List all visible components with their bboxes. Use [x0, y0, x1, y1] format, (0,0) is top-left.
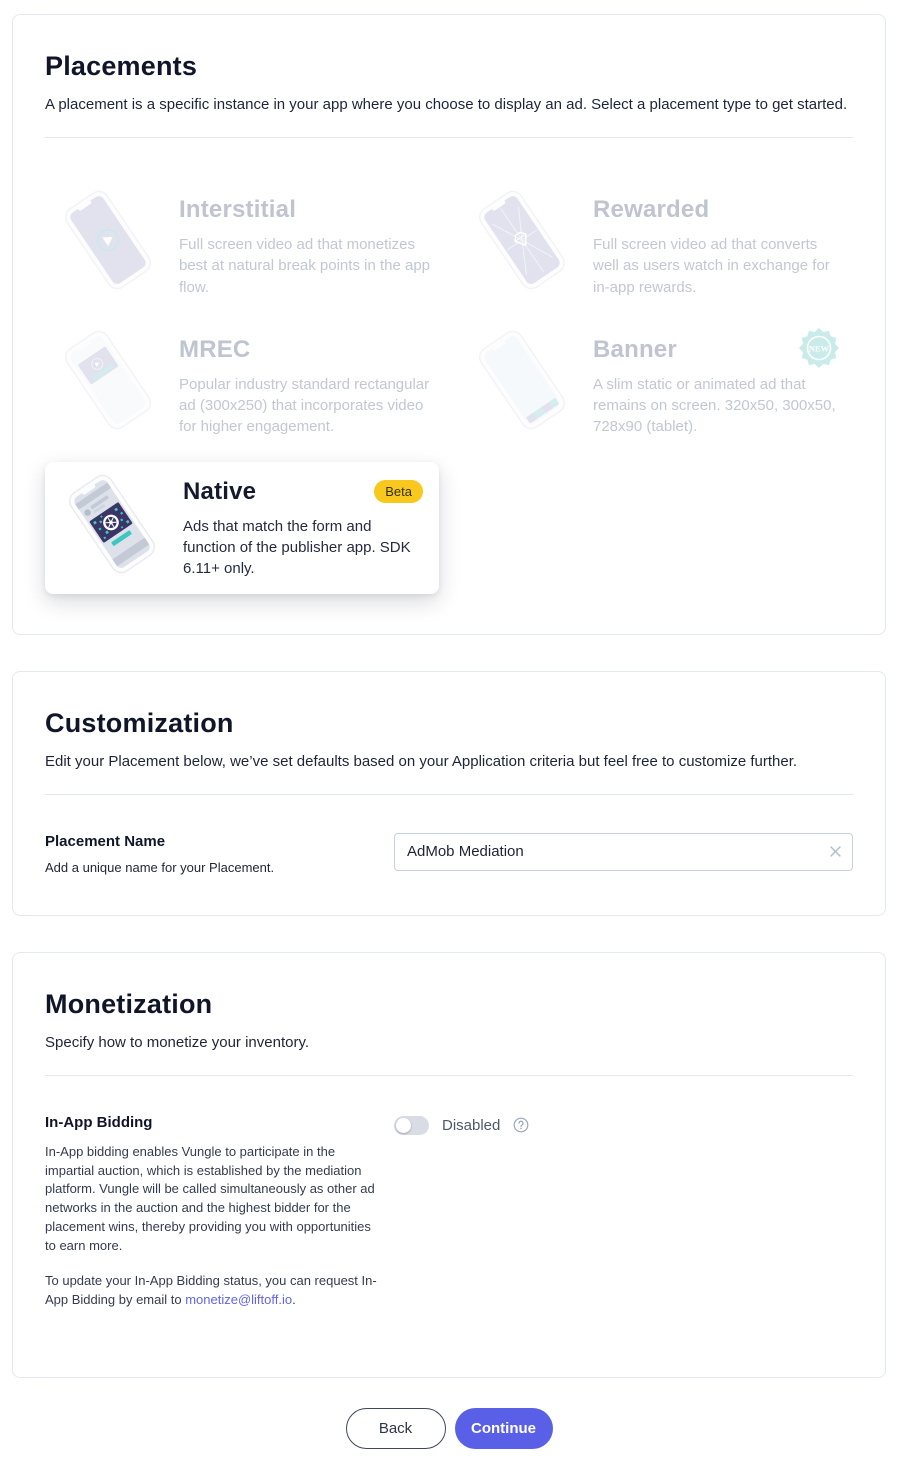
grid-spacer: [459, 462, 853, 594]
in-app-bidding-description: In-App bidding enables Vungle to participate in the impartial auction, which is established by the mediation platform. Vungle will be called simultaneously as other ad networks in the auction and the highest bidder for the placement wins, thereby providing you with opportunities to earn more.: [45, 1143, 375, 1253]
placement-name-label: Placement Name: [45, 832, 166, 850]
customization-card: [12, 671, 886, 916]
contact-text-suffix: .: [292, 1291, 296, 1307]
monetize-email-link[interactable]: monetize@liftoff.io: [185, 1291, 293, 1307]
customization-subtitle: Edit your Placement below, we’ve set defaults based on your Application criteria but feel free to customize further.: [45, 752, 798, 770]
new-badge-icon: [799, 328, 839, 373]
native-description: Ads that match the form and function of the publisher app. SDK 6.11+ only.: [183, 517, 411, 578]
section-divider: [45, 794, 853, 795]
native-title-row: [183, 472, 423, 516]
interstitial-phone-icon: [49, 188, 167, 292]
in-app-bidding-contact: [45, 1272, 380, 1310]
native-title: Native: [183, 477, 257, 505]
interstitial-text: [179, 188, 431, 298]
in-app-bidding-toggle[interactable]: [394, 1116, 429, 1135]
customization-title: Customization: [45, 707, 234, 738]
interstitial-description: Full screen video ad that monetizes best at natural break points in the app flow.: [179, 236, 431, 296]
mrec-description: Popular industry standard rectangular ad (300x250) that incorporates video for higher engagement.: [179, 375, 430, 436]
in-app-bidding-row: [45, 1114, 853, 1338]
monetization-subtitle: Specify how to monetize your inventory.: [45, 1033, 310, 1051]
banner-phone-icon: [463, 328, 581, 432]
placements-title: Placements: [45, 51, 198, 81]
mrec-phone-icon: [49, 328, 167, 432]
placement-name-input-wrap: [394, 833, 853, 871]
rewarded-phone-icon: [463, 188, 581, 292]
banner-title: Banner: [593, 335, 677, 363]
placements-card: [12, 14, 886, 635]
banner-description: A slim static or animated ad that remains on screen. 320x50, 300x50, 728x90 (tablet).: [593, 375, 836, 436]
continue-button[interactable]: Continue: [455, 1408, 553, 1449]
beta-badge: Beta: [374, 480, 423, 503]
in-app-bidding-control: [394, 1114, 853, 1135]
placement-name-labels: [45, 833, 394, 875]
in-app-bidding-status: Disabled: [442, 1116, 501, 1134]
placement-type-interstitial[interactable]: [45, 182, 439, 304]
native-phone-icon: [53, 472, 171, 576]
placement-type-grid: [45, 182, 853, 594]
section-divider: [45, 137, 853, 138]
in-app-bidding-label: In-App Bidding: [45, 1113, 153, 1131]
contact-text-prefix: To update your In-App Bidding status, you can request In-App Bidding by email to: [45, 1272, 377, 1307]
mrec-text: [179, 328, 431, 438]
footer-actions: [12, 1408, 886, 1449]
monetization-title: Monetization: [45, 988, 213, 1019]
back-button[interactable]: Back: [346, 1408, 446, 1449]
clear-input-icon[interactable]: [826, 843, 844, 861]
mrec-title: MREC: [179, 335, 251, 363]
section-divider: [45, 1075, 853, 1076]
help-icon[interactable]: [513, 1117, 529, 1133]
placement-name-helper: Add a unique name for your Placement.: [45, 859, 275, 875]
placements-subtitle: A placement is a specific instance in your app where you choose to display an ad. Select a placement type to get started.: [45, 96, 848, 113]
in-app-bidding-info: [45, 1114, 394, 1310]
rewarded-text: [593, 188, 845, 298]
monetization-card: [12, 952, 886, 1379]
placement-name-row: [45, 833, 853, 875]
toggle-knob: [396, 1118, 411, 1133]
rewarded-description: Full screen video ad that converts well as users watch in exchange for in-app rewards.: [593, 236, 830, 296]
placement-type-mrec[interactable]: [45, 322, 439, 444]
placement-name-input[interactable]: [394, 833, 853, 871]
native-text: [183, 472, 423, 580]
svg-text:NEW: NEW: [808, 343, 830, 354]
placement-type-rewarded[interactable]: [459, 182, 853, 304]
placement-name-field: [394, 833, 853, 871]
rewarded-title: Rewarded: [593, 196, 710, 223]
placement-type-native[interactable]: [45, 462, 439, 594]
in-app-bidding-toggle-row: [394, 1114, 853, 1135]
interstitial-title: Interstitial: [179, 196, 297, 223]
placement-type-banner[interactable]: [459, 322, 853, 444]
